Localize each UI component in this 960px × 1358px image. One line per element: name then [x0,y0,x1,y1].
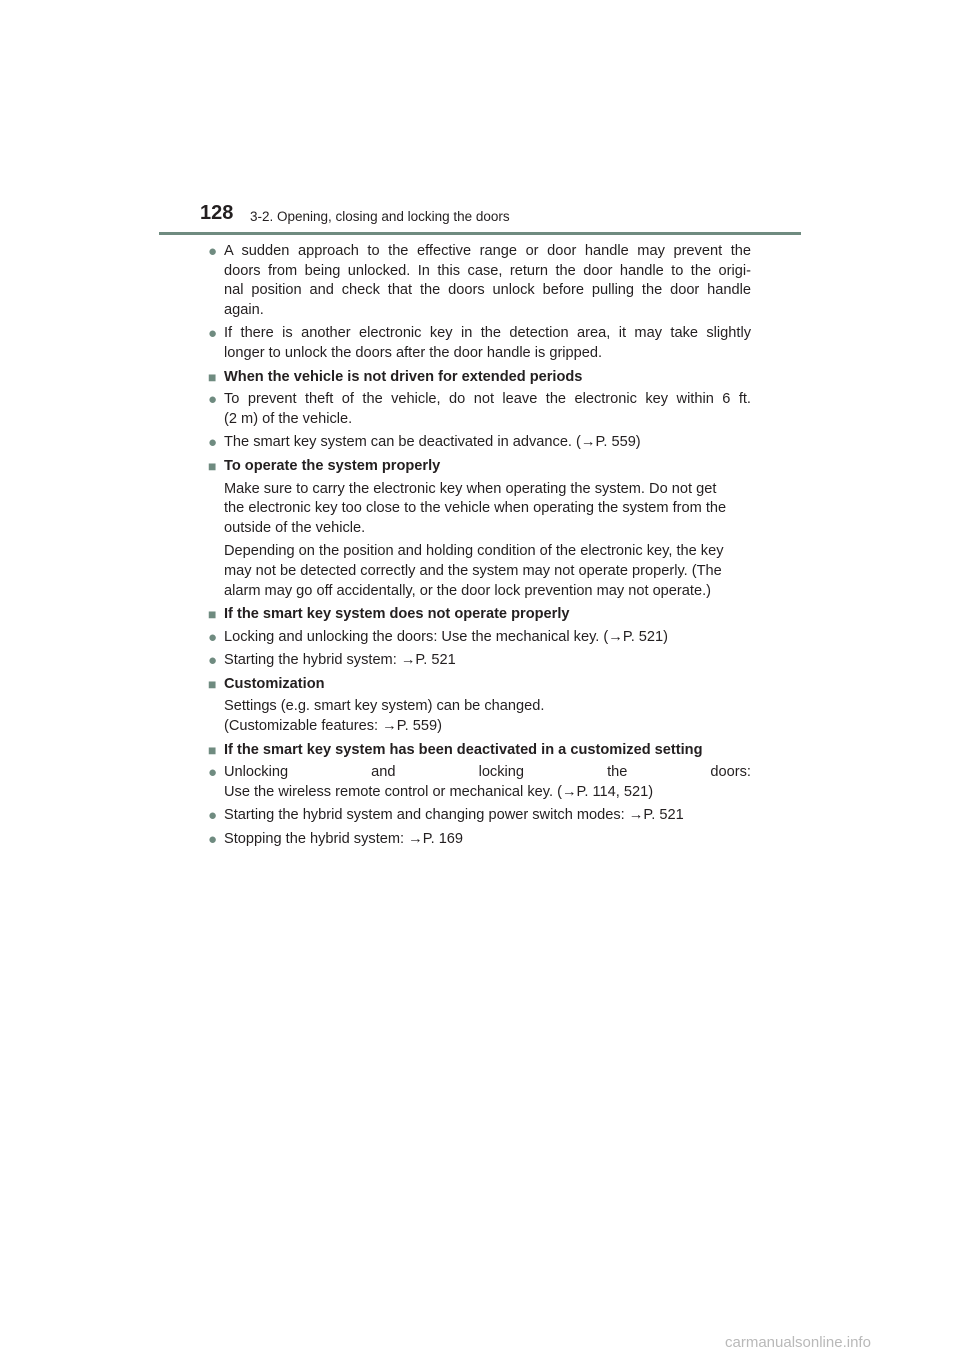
header-rule [159,232,801,235]
page-number: 128 [200,202,234,224]
bullet-dot-icon: ● [208,434,218,452]
text-line: outside of the vehicle. [224,519,366,536]
heading-text: When the vehicle is not driven for extended periods [224,368,583,385]
text-line: Starting the hybrid system and changing power switch modes: →P. 521 [224,807,684,824]
section-heading [208,368,751,388]
section-heading [208,605,751,625]
heading-square-icon: ■ [208,368,217,385]
heading-square-icon: ■ [208,741,217,758]
text-line: A sudden approach to the effective range or door handle may prevent the [224,243,751,259]
text-line: Unlocking and locking the doors: [224,764,751,781]
section-heading [208,675,751,695]
text-line: If there is another electronic key in the detection area, it may take slightly [224,325,751,342]
text-line: To prevent theft of the vehicle, do not leave the electronic key within 6 ft. [224,391,751,408]
text-line: nal position and check that the doors unlock before pulling the door handle [224,282,751,299]
text-line: alarm may go off accidentally, or the door lock prevention may not operate.) [224,582,711,599]
text-line: again. [224,301,264,318]
text-line: (2 m) of the vehicle. [224,410,353,427]
bullet-item [208,651,751,671]
heading-text: Customization [224,675,325,692]
section-title: 3-2. Opening, closing and locking the doors [250,209,510,224]
bullet-item [208,763,751,802]
bullet-dot-icon: ● [208,628,218,646]
bullet-dot-icon: ● [208,831,218,849]
heading-square-icon: ■ [208,606,217,623]
text-line: Depending on the position and holding condition of the electronic key, the key [224,543,724,560]
heading-text: If the smart key system has been deactivated in a customized setting [224,741,703,758]
bullet-item [208,433,751,453]
text-line: (Customizable features: →P. 559) [224,718,442,735]
text-line: Starting the hybrid system: →P. 521 [224,652,456,669]
paragraph [208,480,751,539]
text-line: longer to unlock the doors after the door handle is gripped. [224,344,603,361]
bullet-item [208,628,751,648]
text-line: Settings (e.g. smart key system) can be changed. [224,698,545,715]
bullet-item [208,806,751,826]
paragraph [208,542,751,601]
text-line: Make sure to carry the electronic key when operating the system. Do not get [224,480,717,497]
bullet-item [208,830,751,850]
bullet-item [208,324,751,363]
text-line: doors from being unlocked. In this case, return the door handle to the origi- [224,262,751,279]
text-line: Locking and unlocking the doors: Use the mechanical key. (→P. 521) [224,628,669,645]
section-heading [208,741,751,761]
bullet-dot-icon: ● [208,652,218,670]
bullet-item [208,242,751,320]
text-line: may not be detected correctly and the system may not operate properly. (The [224,562,722,579]
bullet-dot-icon: ● [208,764,218,782]
bullet-dot-icon: ● [208,391,218,409]
page-header [200,201,800,241]
heading-text: If the smart key system does not operate properly [224,606,570,623]
content-body [208,242,751,854]
text-line: Use the wireless remote control or mechanical key. (→P. 114, 521) [224,783,654,800]
bullet-item [208,390,751,429]
bullet-dot-icon: ● [208,325,218,343]
text-line: Stopping the hybrid system: →P. 169 [224,831,464,848]
bullet-dot-icon: ● [208,807,218,825]
bullet-dot-icon: ● [208,243,218,260]
section-heading [208,457,751,477]
watermark: carmanualsonline.info [725,1334,871,1351]
heading-square-icon: ■ [208,457,217,474]
heading-text: To operate the system properly [224,457,441,474]
text-line: the electronic key too close to the vehicle when operating the system from the [224,500,727,517]
text-line: The smart key system can be deactivated in advance. (→P. 559) [224,434,641,451]
heading-square-icon: ■ [208,675,217,692]
paragraph [208,697,751,736]
